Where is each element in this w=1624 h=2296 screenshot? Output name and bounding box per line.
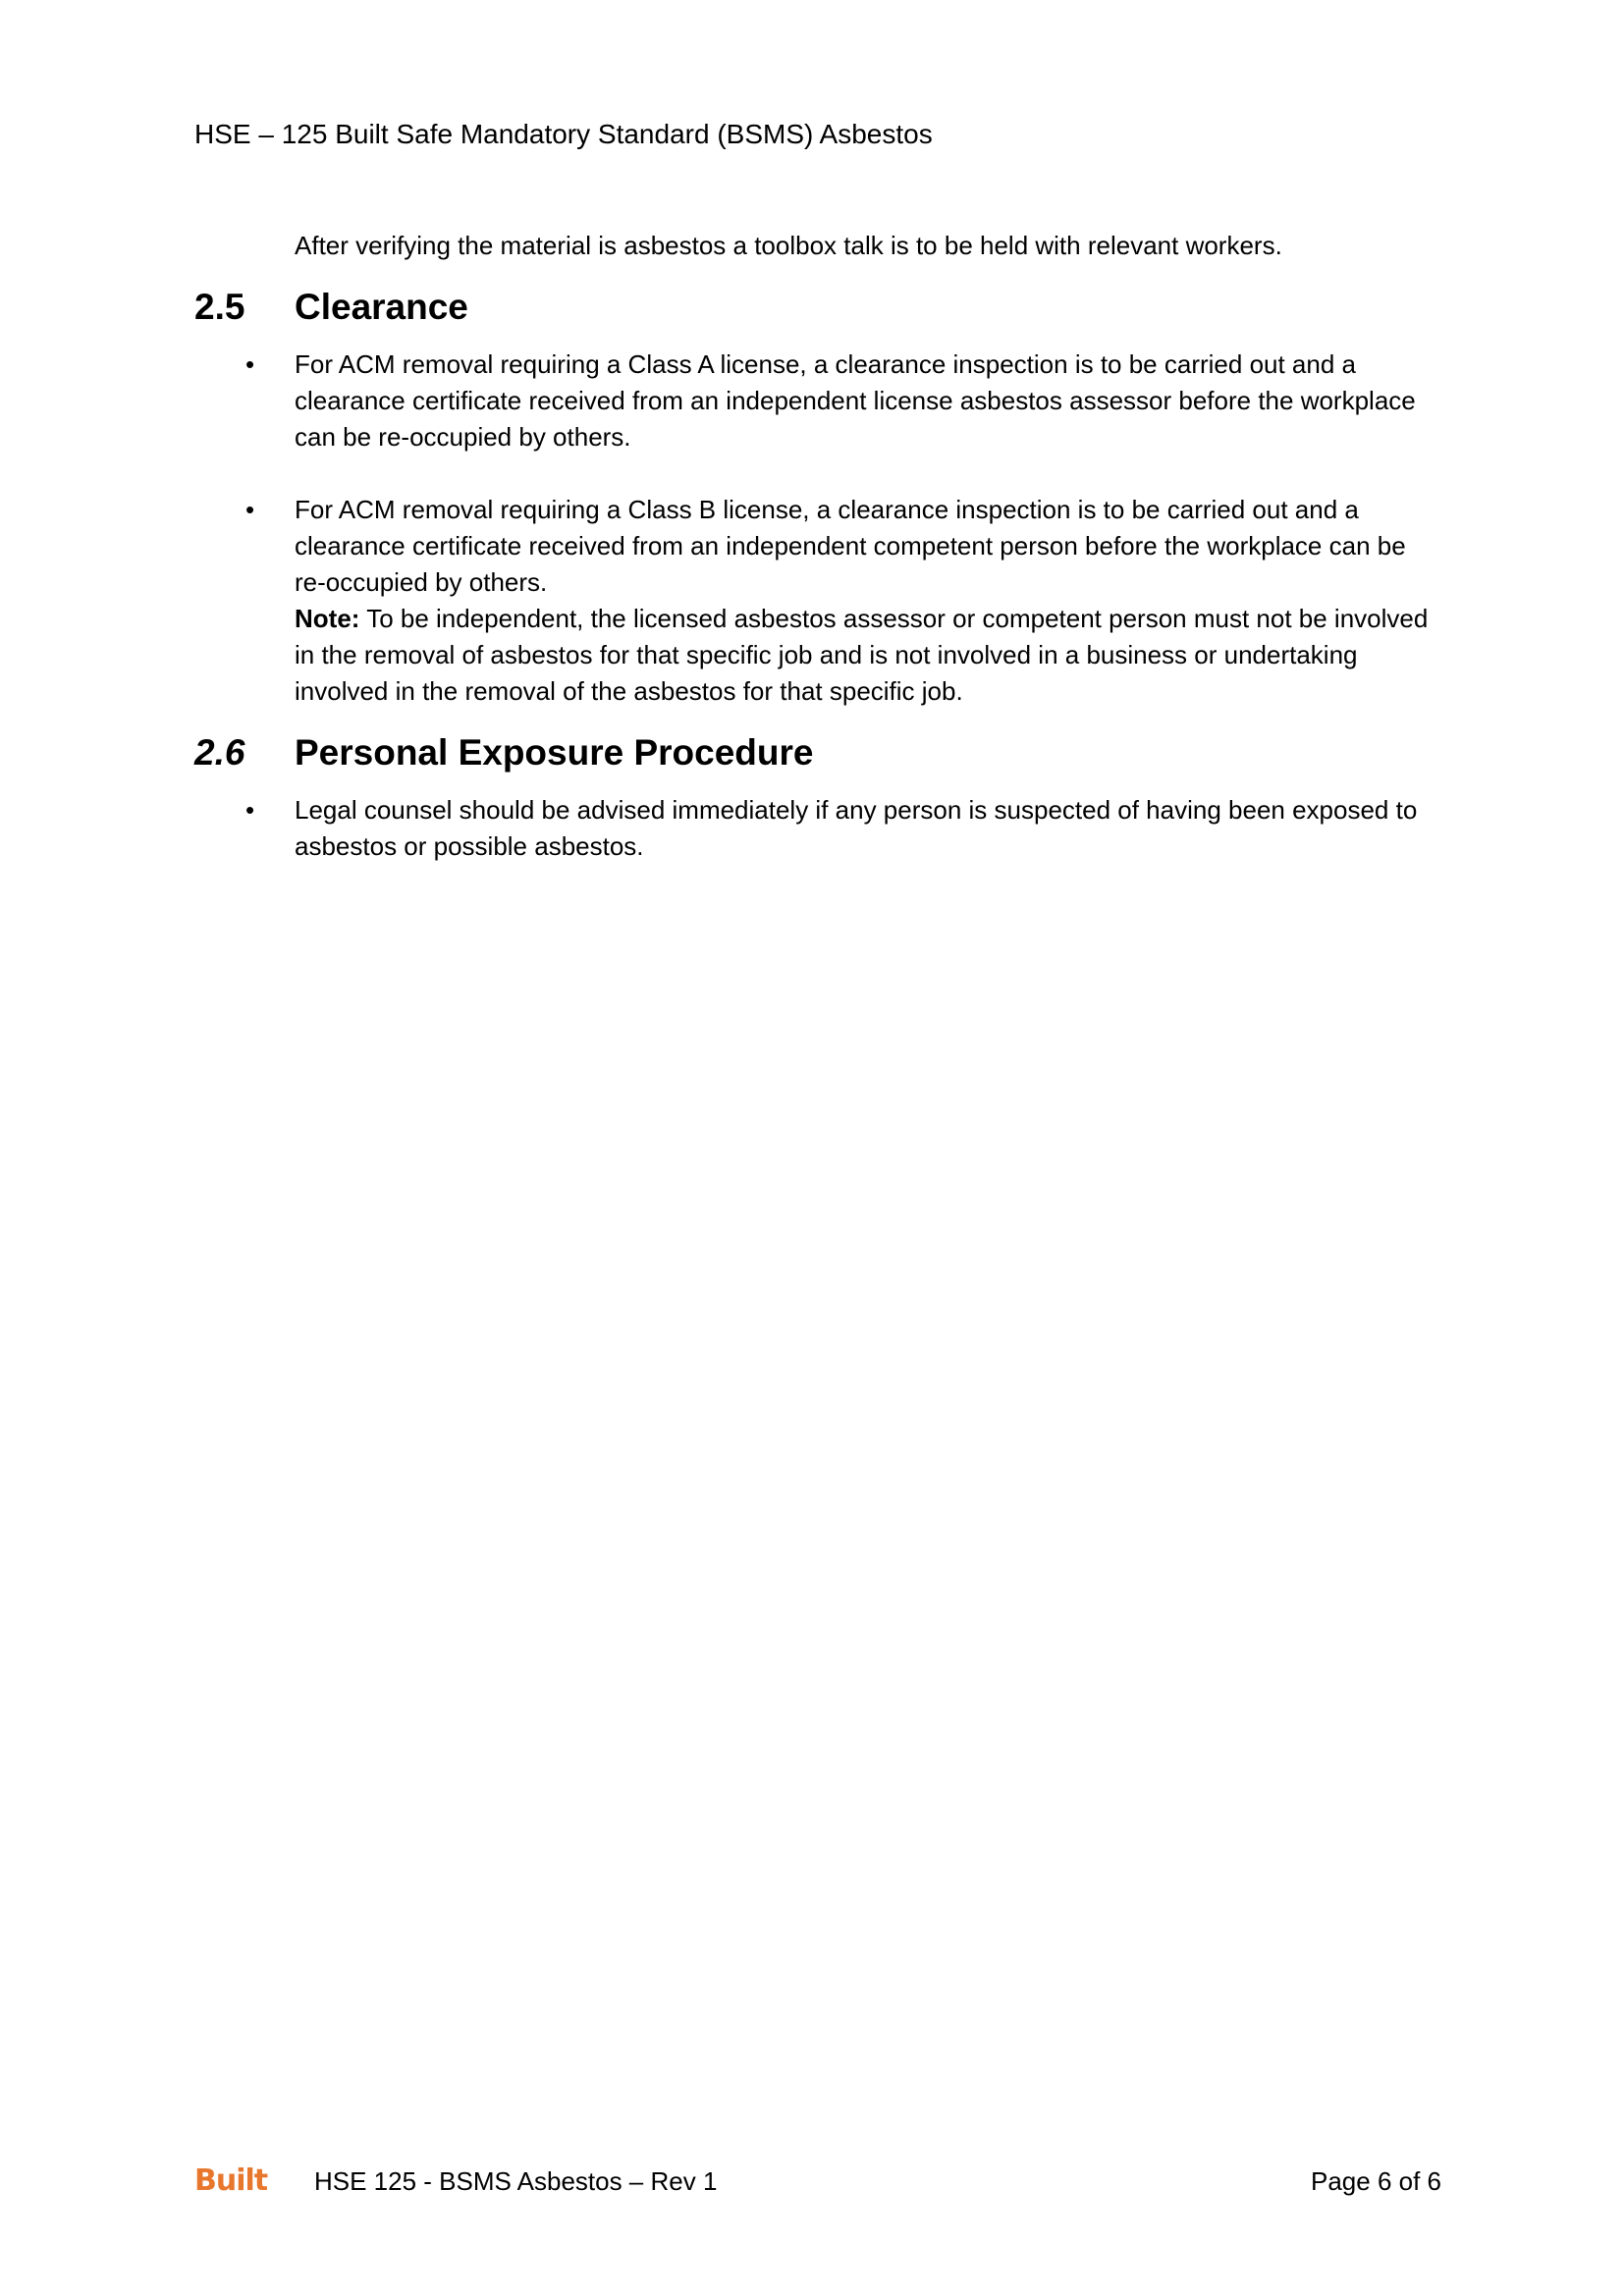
section-heading [194, 284, 1441, 331]
note-text: To be independent, the licensed asbestos assessor or competent person must not be involved in the removal of asbestos for that specific job and is not involved in a business or undertaking involved in the removal of the asbestos for that specific job. [295, 604, 1429, 706]
bullet-list [194, 347, 1441, 601]
intro-paragraph: After verifying the material is asbestos a toolbox talk is to be held with relevant workers. [295, 231, 1282, 260]
document-body [194, 228, 1441, 865]
footer-doc-ref: HSE 125 - BSMS Asbestos – Rev 1 [314, 2166, 718, 2196]
bullet-item [194, 492, 1441, 601]
section-personal-exposure [194, 729, 1441, 865]
note-paragraph [295, 601, 1441, 710]
section-clearance [194, 284, 1441, 710]
bullet-icon: • [245, 795, 255, 825]
note-label: Note: [295, 604, 360, 633]
page-header: HSE – 125 Built Safe Mandatory Standard (BSMS) Asbestos [194, 119, 933, 149]
bullet-item [194, 792, 1441, 865]
section-title: Personal Exposure Procedure [295, 732, 814, 773]
bullet-text: For ACM removal requiring a Class A license, a clearance inspection is to be carried out and a clearance certificate received from an independent license asbestos assessor before the workplace can be re-occupied by others. [295, 349, 1416, 452]
bullet-icon: • [245, 349, 255, 379]
section-number: 2.5 [194, 287, 245, 327]
bullet-item [194, 347, 1441, 455]
built-logo: Built [194, 2163, 268, 2198]
bullet-list [194, 792, 1441, 865]
bullet-icon: • [245, 495, 255, 524]
bullet-text: For ACM removal requiring a Class B license, a clearance inspection is to be carried out and a clearance certificate received from an independent competent person before the workplace can be re-occupied by others. [295, 495, 1406, 597]
page-number: Page 6 of 6 [1311, 2166, 1441, 2196]
section-title: Clearance [295, 287, 468, 327]
section-heading [194, 729, 1441, 776]
section-number: 2.6 [194, 732, 245, 773]
bullet-text: Legal counsel should be advised immediately if any person is suspected of having been exposed to asbestos or possible asbestos. [295, 795, 1418, 861]
page-footer [194, 2163, 1441, 2199]
